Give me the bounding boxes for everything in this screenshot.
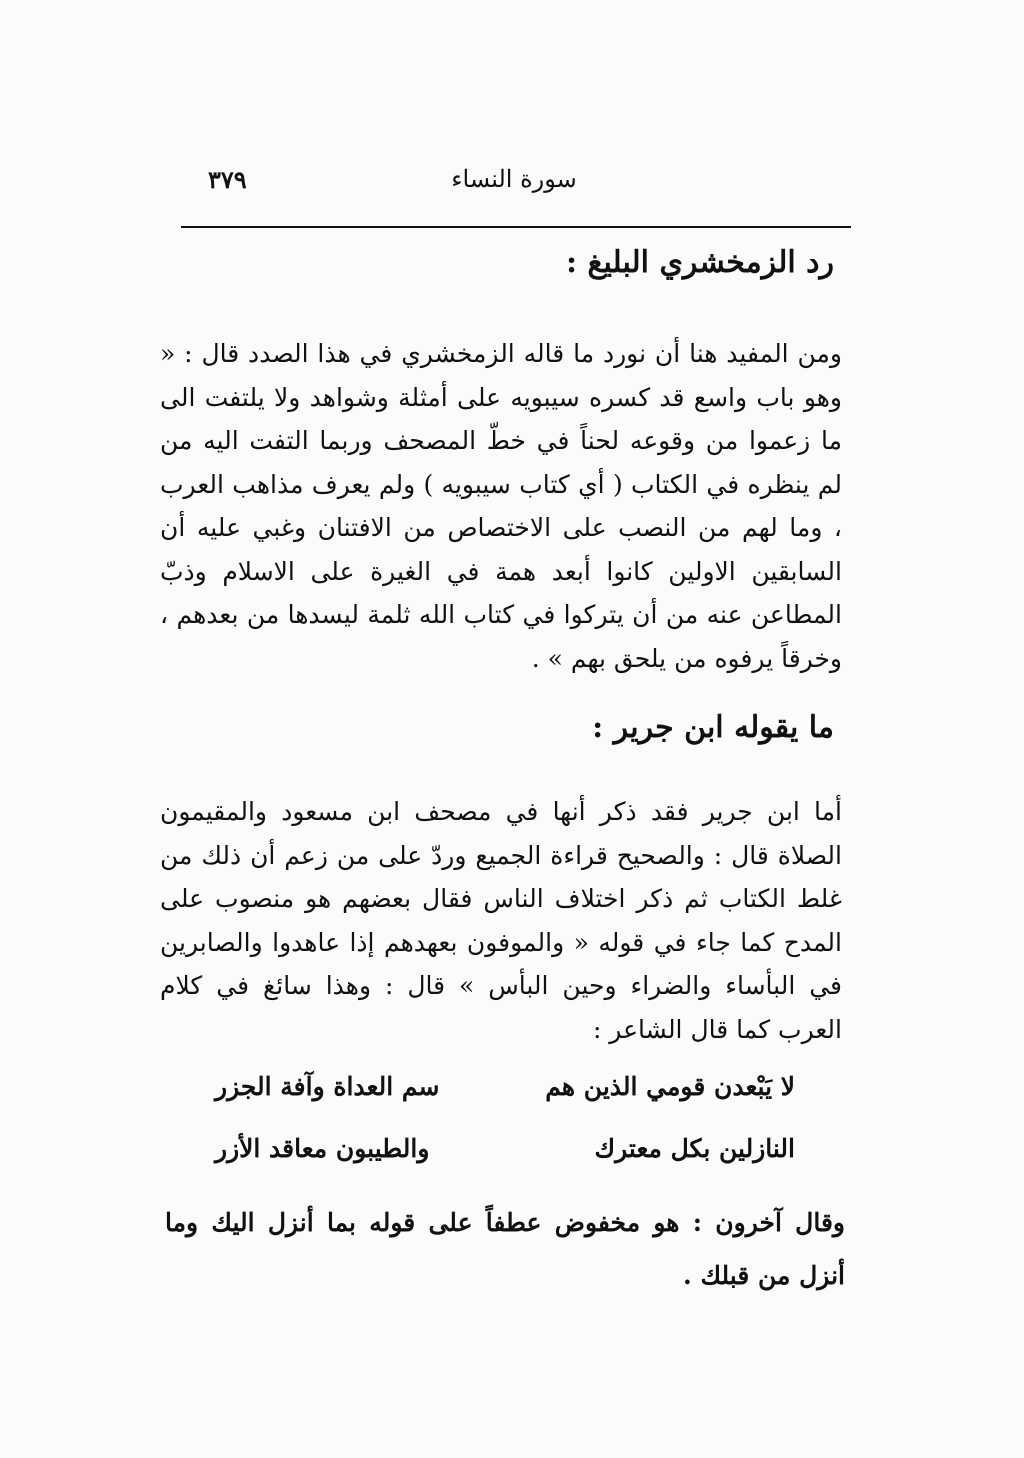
verse-2-first-hemistich: النازلين بكل معترك xyxy=(594,1134,795,1163)
page-number: ٣٧٩ xyxy=(208,165,247,194)
paragraph-ibn-jarir: أما ابن جرير فقد ذكر أنها في مصحف ابن مسعود والمقيمون الصلاة قال : والصحيح قراءة الجميع وردّ على من زعم أن ذلك من غلط الكتاب ثم ذكر اختلاف الناس فقال بعضهم هو منصوب على المدح كما جاء في قوله « والموفون بعهدهم إذا عاهدوا والصابرين في البأساء والضراء وحين البأس » قال : وهذا سائغ في كلام العرب كما قال الشاعر : xyxy=(160,797,842,1044)
poem-verse-1 xyxy=(215,1072,795,1122)
paragraph-closing: وقال آخرون : هو مخفوض عطفاً على قوله بما أنزل اليك وما أنزل من قبلك . xyxy=(165,1208,845,1290)
paragraph-zamakhshari-quote: ومن المفيد هنا أن نورد ما قاله الزمخشري في هذا الصدد قال : « وهو باب واسع قد كسره سيبويه على أمثلة وشواهد ولا يلتفت الى ما زعموا من وقوعه لحناً في خطّ المصحف وربما التفت اليه من لم ينظره في الكتاب ( أي كتاب سيبويه ) ولم يعرف مذاهب العرب ، وما لهم من النصب على الاختصاص من الافتنان وغبي عليه أن السابقين الاولين كانوا أبعد همة في الغيرة على الاسلام وذبّ المطاعن عنه من أن يتركوا في كتاب الله ثلمة ليسدها من بعدهم ، وخرقاً يرفوه من يلحق بهم » . xyxy=(160,339,842,673)
poem-verse-2 xyxy=(215,1134,795,1184)
verse-2-second-hemistich: والطيبون معاقد الأزر xyxy=(215,1134,430,1163)
verse-1-first-hemistich: لا يَبْعدن قومي الذين هم xyxy=(545,1072,795,1101)
page-header xyxy=(180,165,848,205)
section-heading-ibn-jarir: ما يقوله ابن جرير : xyxy=(592,710,834,745)
verse-1-second-hemistich: سم العداة وآفة الجزر xyxy=(215,1072,440,1101)
running-title: سورة النساء xyxy=(451,165,577,193)
header-divider xyxy=(181,226,851,228)
section-heading-zamakhshari: رد الزمخشري البليغ : xyxy=(566,245,834,280)
